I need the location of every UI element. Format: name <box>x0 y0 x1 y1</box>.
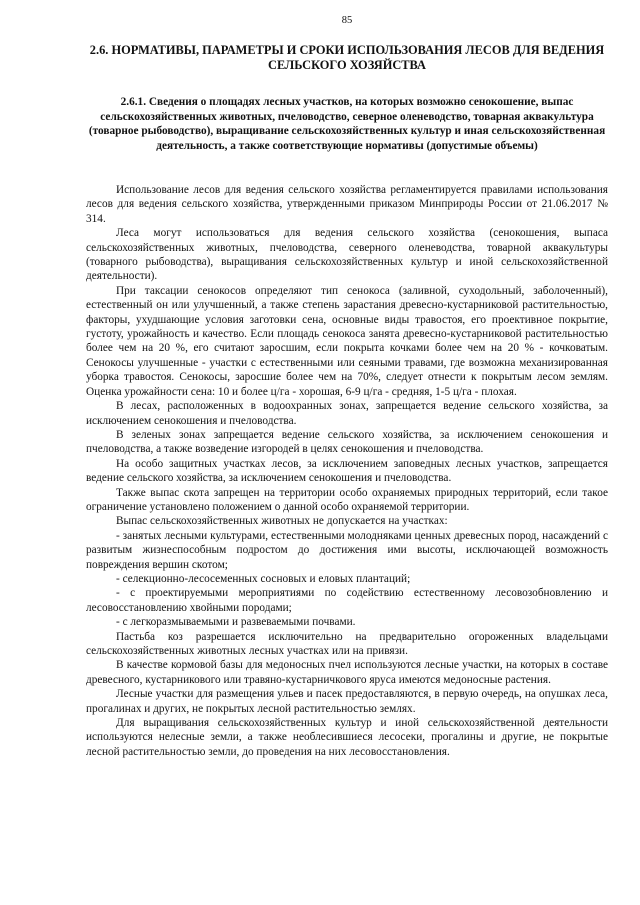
list-item-erodible-soils: - с легкоразмываемыми и развеваемыми почвами. <box>116 616 356 629</box>
paragraph-goat-grazing: Пастьба коз разрешается исключительно на предварительно огороженных владельцами сельскохозяйственных животных лесных участках или на привязи. <box>86 630 608 657</box>
paragraph-crop-cultivation: Для выращивания сельскохозяйственных культур и иной сельскохозяйственной деятельности используются нелесные земли, а также необлесившиеся лесосеки, прогалины и другие, не покрытые лесной растительностью земли, до проведения на них лесовосстановления. <box>86 717 608 758</box>
paragraph-water-protection-zones: В лесах, расположенных в водоохранных зонах, запрещается ведение сельского хозяйства, за исключением сенокошения и пчеловодства. <box>86 400 608 427</box>
paragraph-grazing-restrictions: Выпас сельскохозяйственных животных не допускается на участках: <box>116 515 448 528</box>
page-number: 85 <box>341 15 353 26</box>
paragraph-green-zones: В зеленых зонах запрещается ведение сельского хозяйства, за исключением сенокошения и пчеловодства, а также возведение изгородей в целях сенокошения и пчеловодства. <box>86 428 608 456</box>
subsection-title: 2.6.1. Сведения о площадях лесных участков, на которых возможно сенокошение, выпас сельскохозяйственных животных, пчеловодство, северное оленеводство, товарная аквакультура (товарное рыбоводство), выращивание сельскохозяйственных культур и иная сельскохозяйственная деятельность, а также соответствующие нормативы (допустимые объемы) <box>88 96 606 153</box>
paragraph-hayfield-taxation: При таксации сенокосов определяют тип сенокоса (заливной, суходольный, заболоченный), естественный он или улучшенный, а также степень зарастания древесно-кустарниковой растительностью, факторы, ухудшающие условия заготовки сена, основные виды травостоя, его проективное покрытие, густоту, урожайность и качество. Если площадь сенокоса занята древесно-кустарниковой растительностью более чем на 20 %, его считают заросшим, если покрыта кочками более чем на 20 % - кочковатым. Сенокосы улучшенные - участки с естественными или сеяными травами, где возможна механизированная уборка травостоя. Сенокосы, заросшие более чем на 70%, следует отнести к покрытым лесом землям. Оценка урожайности сена: 10 и более ц/га - хорошая, 6-9 ц/га - средняя, 1-5 ц/га - плохая. <box>86 284 608 398</box>
list-item-regeneration-measures: - с проектируемыми мероприятиями по содействию естественному лесовозобновлению и лесовосстановлению хвойными породами; <box>86 587 608 614</box>
paragraph-apiary-plots: Лесные участки для размещения ульев и пасек предоставляются, в первую очередь, на опушках леса, прогалинах и других, не покрытых лесной растительностью землях. <box>86 688 608 715</box>
paragraph-legal-basis: Использование лесов для ведения сельского хозяйства регламентируется правилами использования лесов для ведения сельского хозяйства, утвержденными приказом Минприроды России от 21.06.2017 № 314. <box>86 184 608 225</box>
body-text <box>86 183 608 759</box>
list-item-seed-plantations: - селекционно-лесосеменных сосновых и еловых плантаций; <box>116 572 411 585</box>
list-item-forest-crops: - занятых лесными культурами, естественными молодняками ценных древесных пород, насаждений с развитым жизнеспособным подростом до достижения ими высоты, исключающей возможность повреждения вершин скотом; <box>86 529 608 571</box>
paragraph-protective-plots: На особо защитных участках лесов, за исключением заповедных лесных участков, запрещается ведение сельского хозяйства, за исключением сенокошения и пчеловодства. <box>86 457 608 485</box>
paragraph-agriculture-uses: Леса могут использоваться для ведения сельского хозяйства (сенокошения, выпаса сельскохозяйственных животных, пчеловодства, северного оленеводства, товарной аквакультуры (товарного рыбоводства), выращивания сельскохозяйственных культур и иной сельскохозяйственной деятельности). <box>86 227 608 283</box>
paragraph-honey-bees: В качестве кормовой базы для медоносных пчел используются лесные участки, на которых в составе древесного, кустарникового или травяно-кустарничкового яруса имеются медоносные растения. <box>86 659 608 686</box>
section-title: 2.6. НОРМАТИВЫ, ПАРАМЕТРЫ И СРОКИ ИСПОЛЬЗОВАНИЯ ЛЕСОВ ДЛЯ ВЕДЕНИЯ СЕЛЬСКОГО ХОЗЯЙСТВА <box>89 43 605 72</box>
paragraph-protected-areas: Также выпас скота запрещен на территории особо охраняемых природных территорий, если такое ограничение установлено положением о данной особо охраняемой территории. <box>86 486 608 513</box>
